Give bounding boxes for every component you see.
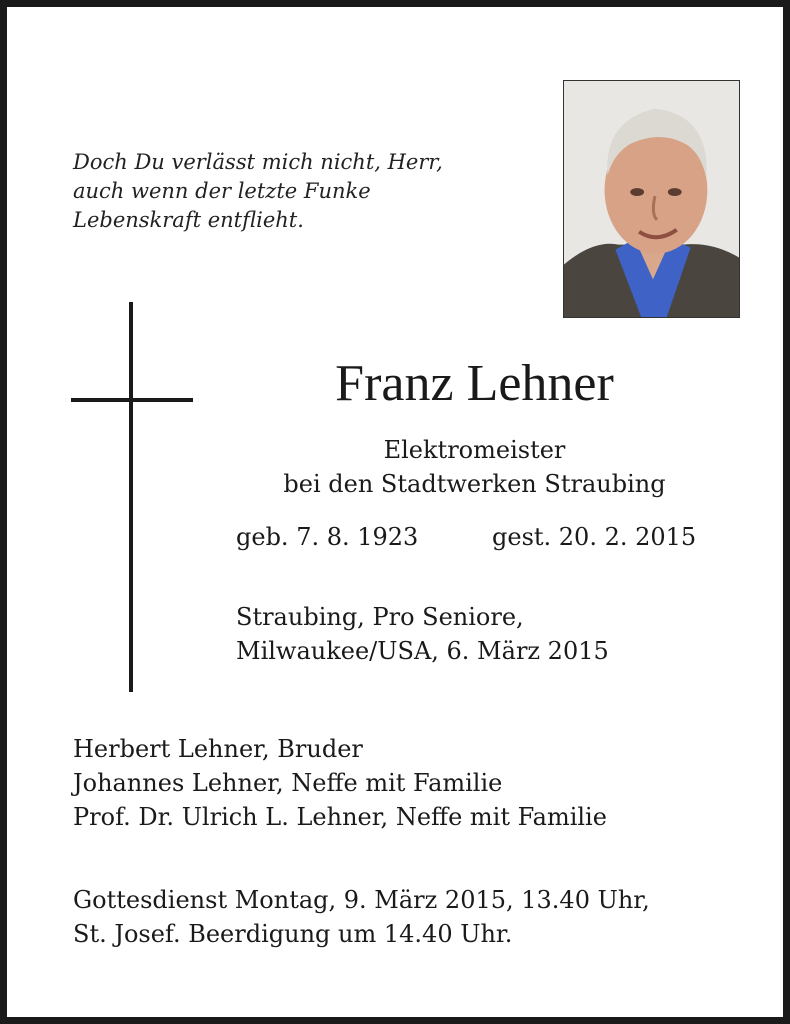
birth-date: geb. 7. 8. 1923 [236,523,419,551]
life-dates [236,520,726,554]
quote-line: Lebenskraft entflieht. [73,208,304,232]
service-line: St. Josef. Beerdigung um 14.40 Uhr. [73,920,513,948]
quote-line: Doch Du verlässt mich nicht, Herr, [73,150,443,174]
mourner: Herbert Lehner, Bruder [73,735,363,763]
portrait-image [564,81,739,317]
place-line: Straubing, Pro Seniore, [236,603,524,631]
service-line: Gottesdienst Montag, 9. März 2015, 13.40 Uhr, [73,886,650,914]
profession-line: Elektromeister [383,436,566,464]
death-date: gest. 20. 2. 2015 [492,523,697,551]
cross-icon [129,302,133,692]
place-line: Milwaukee/USA, 6. März 2015 [236,637,609,665]
place-and-date [236,600,736,668]
deceased-name: Franz Lehner [335,355,614,412]
quote-line: auch wenn der letzte Funke [73,179,371,203]
portrait-photo [563,80,740,318]
cross-icon-bar [71,398,193,402]
profession-line: bei den Stadtwerken Straubing [283,470,666,498]
service-info [73,883,763,951]
bible-quote [73,148,543,235]
mourner: Prof. Dr. Ulrich L. Lehner, Neffe mit Familie [73,803,607,831]
mourners-list [73,732,763,834]
mourner: Johannes Lehner, Neffe mit Familie [73,769,503,797]
profession [207,433,742,501]
